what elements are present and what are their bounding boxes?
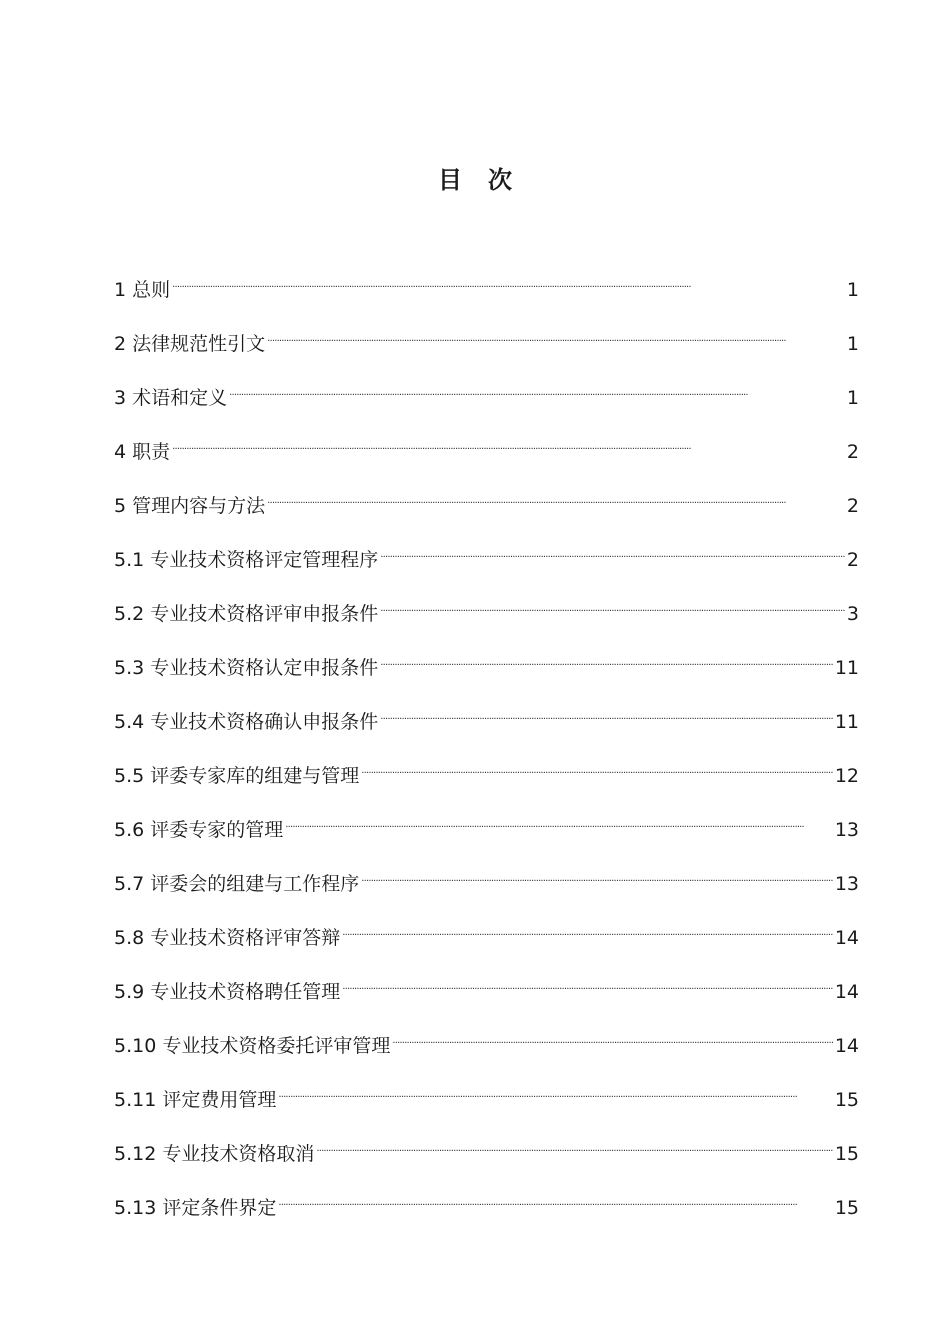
toc-entry[interactable] [114, 262, 859, 316]
toc-entry-label: 3 术语和定义 [114, 387, 228, 409]
toc-entry[interactable] [114, 1180, 859, 1234]
toc-leader-dots [278, 1072, 832, 1106]
toc-entry-page: 12 [834, 765, 859, 787]
toc-entry-page: 11 [834, 657, 859, 679]
toc-entry-label: 5.12 专业技术资格取消 [114, 1143, 315, 1165]
toc-entry-label: 4 职责 [114, 441, 171, 463]
toc-entry[interactable] [114, 694, 859, 748]
toc-entry-label: 5.6 评委专家的管理 [114, 819, 284, 841]
toc-list [114, 262, 859, 1234]
toc-entry-label: 5 管理内容与方法 [114, 495, 266, 517]
toc-entry-page: 2 [846, 495, 859, 517]
toc-entry-label: 5.8 专业技术资格评审答辩 [114, 927, 341, 949]
toc-entry[interactable] [114, 640, 859, 694]
toc-entry-page: 15 [834, 1089, 859, 1111]
toc-leader-dots [380, 532, 845, 566]
toc-entry-page: 2 [846, 441, 859, 463]
toc-entry-label: 5.2 专业技术资格评审申报条件 [114, 603, 379, 625]
toc-entry[interactable] [114, 856, 859, 910]
toc-entry-page: 2 [846, 549, 859, 571]
toc-title-part1: 目 [438, 166, 462, 194]
toc-entry[interactable] [114, 802, 859, 856]
toc-leader-dots [172, 424, 845, 458]
toc-leader-dots [380, 694, 833, 728]
toc-entry[interactable] [114, 1126, 859, 1180]
toc-entry[interactable] [114, 424, 859, 478]
toc-entry-label: 5.3 专业技术资格认定申报条件 [114, 657, 379, 679]
toc-leader-dots [380, 586, 845, 620]
toc-title-part2: 次 [488, 166, 512, 194]
toc-leader-dots [229, 370, 845, 404]
toc-entry-label: 5.11 评定费用管理 [114, 1089, 277, 1111]
toc-entry-page: 11 [834, 711, 859, 733]
toc-entry-page: 14 [834, 981, 859, 1003]
toc-entry-label: 5.7 评委会的组建与工作程序 [114, 873, 360, 895]
toc-leader-dots [267, 316, 845, 350]
toc-entry[interactable] [114, 1072, 859, 1126]
toc-entry-page: 1 [846, 387, 859, 409]
toc-leader-dots [267, 478, 845, 512]
toc-entry-page: 3 [846, 603, 859, 625]
toc-entry[interactable] [114, 1018, 859, 1072]
toc-entry[interactable] [114, 478, 859, 532]
toc-entry-page: 15 [834, 1143, 859, 1165]
toc-entry-page: 13 [834, 819, 859, 841]
toc-entry-label: 5.13 评定条件界定 [114, 1197, 277, 1219]
toc-entry-label: 5.1 专业技术资格评定管理程序 [114, 549, 379, 571]
toc-leader-dots [316, 1126, 832, 1160]
toc-entry[interactable] [114, 586, 859, 640]
toc-leader-dots [285, 802, 833, 836]
toc-leader-dots [361, 856, 833, 890]
toc-entry-label: 5.5 评委专家库的组建与管理 [114, 765, 360, 787]
toc-entry-page: 1 [846, 279, 859, 301]
toc-leader-dots [172, 262, 845, 296]
toc-entry-label: 5.4 专业技术资格确认申报条件 [114, 711, 379, 733]
toc-entry[interactable] [114, 748, 859, 802]
toc-entry-label: 2 法律规范性引文 [114, 333, 266, 355]
toc-leader-dots [342, 910, 833, 944]
toc-leader-dots [380, 640, 833, 674]
toc-entry[interactable] [114, 316, 859, 370]
toc-entry[interactable] [114, 964, 859, 1018]
toc-entry[interactable] [114, 910, 859, 964]
toc-entry[interactable] [114, 532, 859, 586]
toc-entry[interactable] [114, 370, 859, 424]
toc-leader-dots [342, 964, 833, 998]
toc-entry-label: 5.9 专业技术资格聘任管理 [114, 981, 341, 1003]
toc-entry-label: 1 总则 [114, 279, 171, 301]
toc-leader-dots [392, 1018, 832, 1052]
toc-leader-dots [361, 748, 833, 782]
toc-title [0, 162, 950, 198]
toc-entry-page: 1 [846, 333, 859, 355]
toc-entry-page: 15 [834, 1197, 859, 1219]
toc-entry-page: 14 [834, 1035, 859, 1057]
toc-entry-label: 5.10 专业技术资格委托评审管理 [114, 1035, 391, 1057]
toc-entry-page: 13 [834, 873, 859, 895]
toc-leader-dots [278, 1180, 832, 1214]
toc-entry-page: 14 [834, 927, 859, 949]
